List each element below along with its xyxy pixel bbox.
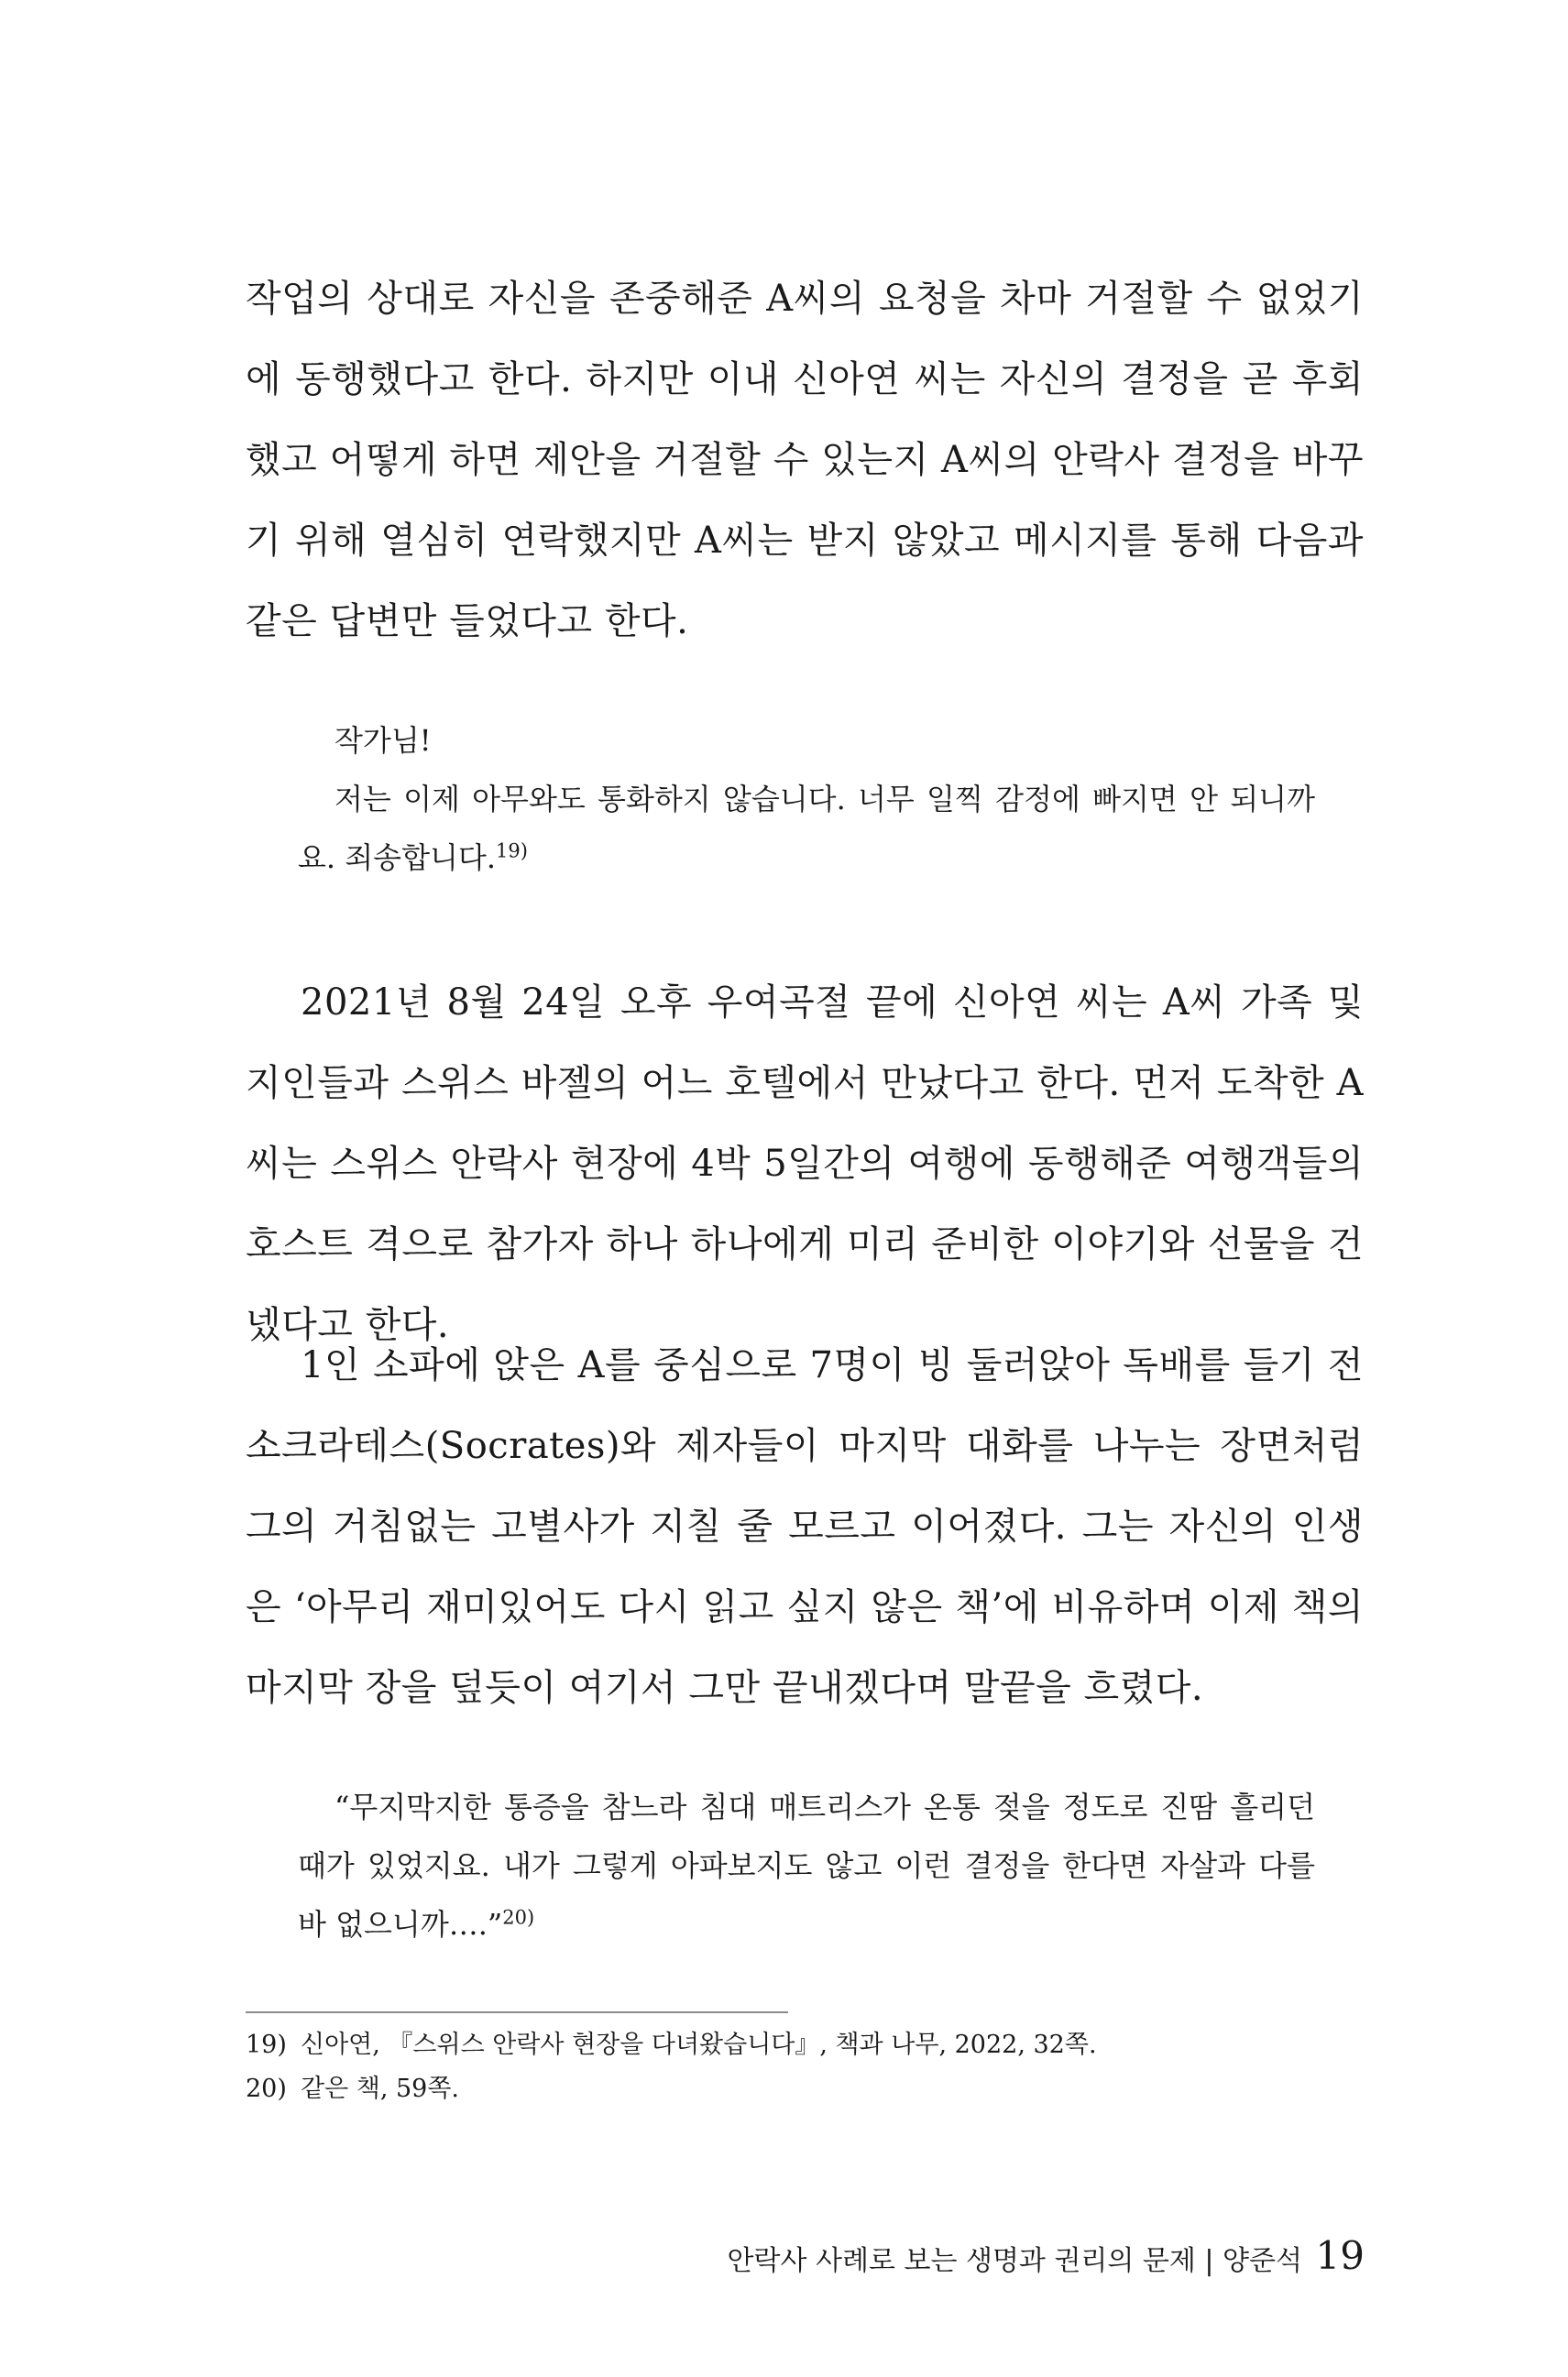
quote-text: 저는 이제 아무와도 통화하지 않습니다. 너무 일찍 감정에 빠지면 안 되니까요. 죄송합니다. [298,782,1315,875]
footnote-20 [246,2067,1364,2111]
body-paragraph-1 [246,258,1364,662]
footnote-divider [246,2011,788,2013]
block-quote-2 [298,1778,1315,1954]
footnote-text: 신아연, 『스위스 안락사 현장을 다녀왔습니다』, 책과 나무, 2022, 32쪽. [301,2031,1097,2059]
block-quote-1 [298,711,1315,887]
footnote-ref-20: 20) [502,1906,535,1929]
footnote-number: 19) [246,2031,287,2059]
paragraph-text: 1인 소파에 앉은 A를 중심으로 7명이 빙 둘러앉아 독배를 들기 전 소크라테스(Socrates)와 제자들이 마지막 대화를 나누는 장면처럼 그의 거침없는 고별사가 지칠 줄 모르고 이어졌다. 그는 자신의 인생은 ‘아무리 재미있어도 다시 읽고 싶지 않은 책’에 비유하며 이제 책의 마지막 장을 덮듯이 여기서 그만 끝내겠다며 말끝을 흐렸다. [246,1344,1364,1709]
body-paragraph-2 [246,962,1364,1365]
page-number: 19 [1315,2233,1365,2278]
body-paragraph-3 [246,1325,1364,1728]
footnote-ref-19: 19) [496,839,528,862]
paragraph-text: 2021년 8월 24일 오후 우여곡절 끝에 신아연 씨는 A씨 가족 및 지인들과 스위스 바젤의 어느 호텔에서 만났다고 한다. 먼저 도착한 A씨는 스위스 안락사 현장에 4박 5일간의 여행에 동행해준 여행객들의 호스트 격으로 참가자 하나 하나에게 미리 준비한 이야기와 선물을 건넸다고 한다. [246,981,1364,1346]
footnotes [246,2023,1364,2111]
footnote-text: 같은 책, 59쪽. [301,2075,460,2103]
running-title: 안락사 사례로 보는 생명과 권리의 문제 | 양준석 [727,2245,1302,2277]
footnote-19 [246,2023,1364,2067]
quote-line-greeting: 작가님! [334,723,432,758]
quote-text: “무지막지한 통증을 참느라 침대 매트리스가 온통 젖을 정도로 진땀 흘리던 때가 있었지요. 내가 그렇게 아파보지도 않고 이런 결정을 한다면 자살과 다를 바 없으니까….” [298,1790,1315,1942]
quote-line-message [298,770,1315,887]
quote-line-testimony [298,1778,1315,1954]
paragraph-text: 작업의 상대로 자신을 존중해준 A씨의 요청을 차마 거절할 수 없었기에 동행했다고 한다. 하지만 이내 신아연 씨는 자신의 결정을 곧 후회했고 어떻게 하면 제안을 거절할 수 있는지 A씨의 안락사 결정을 바꾸기 위해 열심히 연락했지만 A씨는 받지 않았고 메시지를 통해 다음과 같은 답변만 들었다고 한다. [246,278,1364,642]
footnote-number: 20) [246,2075,287,2103]
